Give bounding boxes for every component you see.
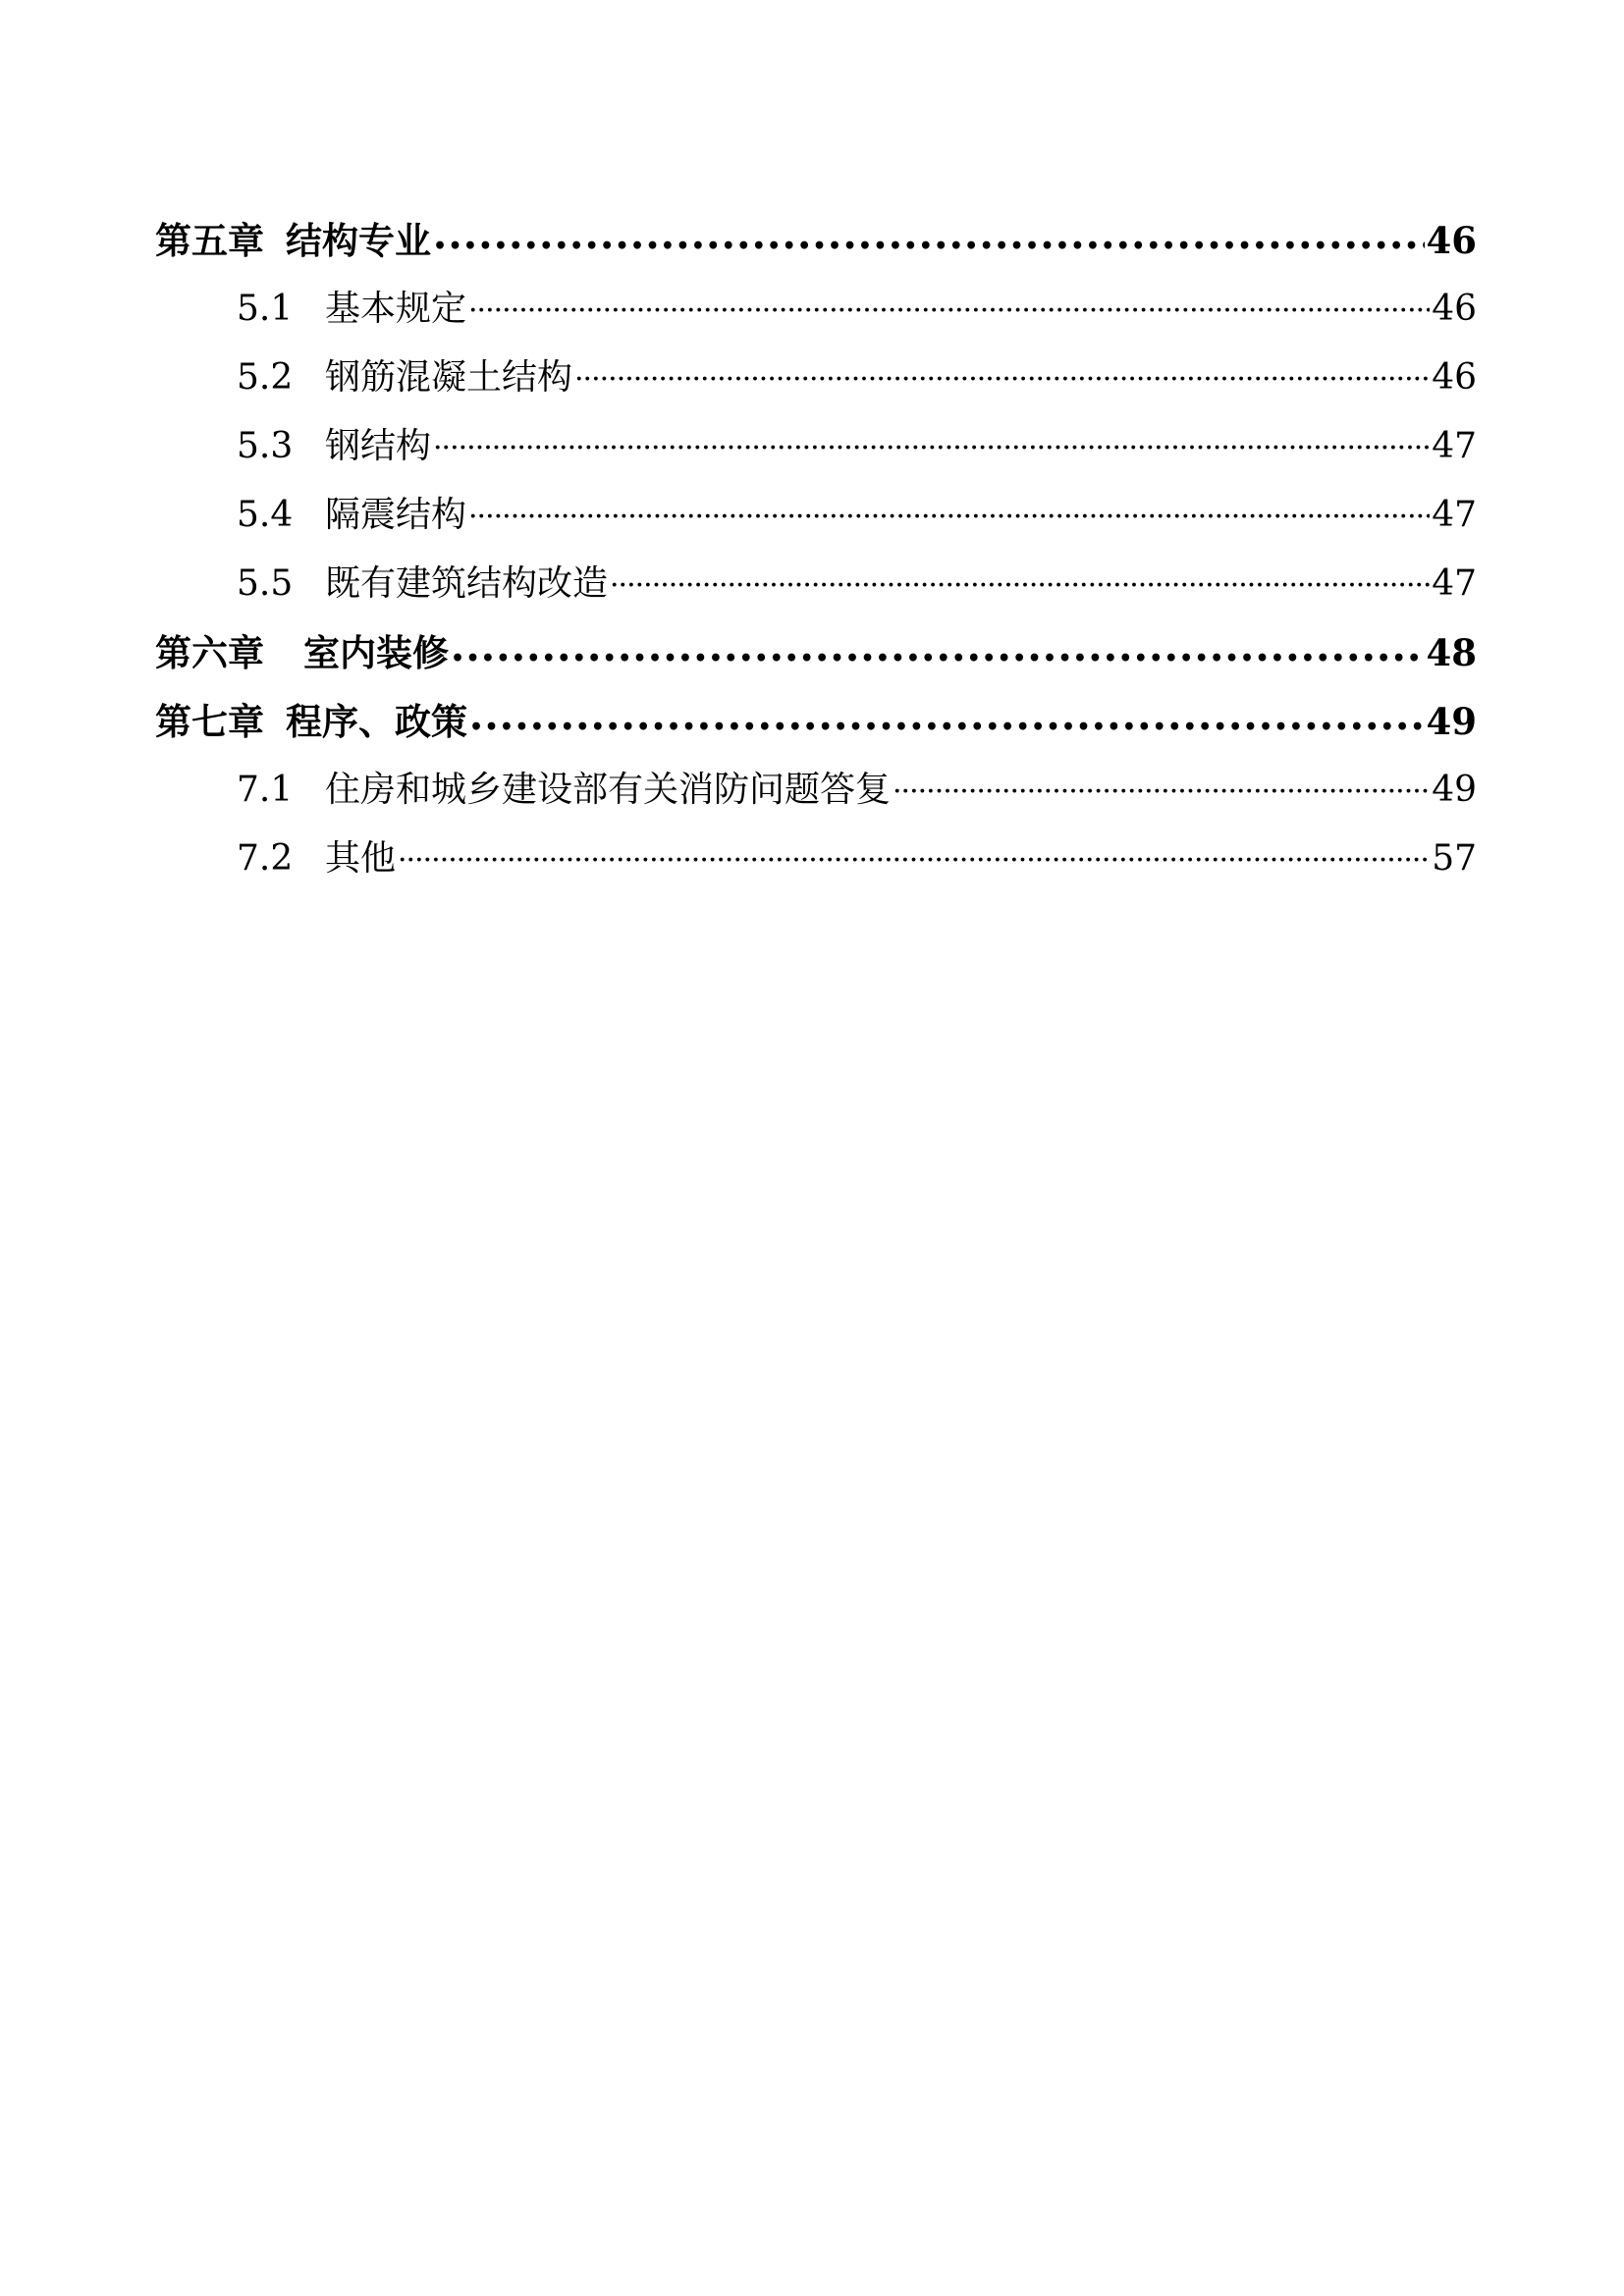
section-title: 隔震结构 — [325, 495, 467, 535]
dot-leader — [451, 624, 1425, 687]
toc-section-7-1[interactable] — [155, 756, 1477, 825]
section-title: 其他 — [325, 838, 397, 879]
page-number: 46 — [1432, 289, 1477, 329]
dot-leader — [468, 483, 1430, 550]
table-of-contents — [155, 206, 1477, 893]
dot-leader — [433, 414, 1430, 481]
page-number: 46 — [1432, 357, 1477, 398]
chapter-title: 室内装修 — [303, 631, 449, 674]
section-number: 7.1 — [237, 770, 294, 810]
page-number: 49 — [1432, 770, 1477, 810]
toc-chapter-7[interactable] — [155, 687, 1477, 756]
toc-section-5-4[interactable] — [155, 481, 1477, 550]
page-number: 49 — [1426, 700, 1477, 743]
section-title: 住房和城乡建设部有关消防问题答复 — [325, 770, 892, 810]
page-number: 47 — [1432, 426, 1477, 466]
page-number: 47 — [1432, 495, 1477, 535]
dot-leader — [398, 827, 1430, 893]
dot-leader — [893, 758, 1430, 825]
chapter-title: 程序、政策 — [286, 700, 467, 743]
toc-section-5-5[interactable] — [155, 550, 1477, 618]
section-title: 钢结构 — [325, 426, 432, 466]
page-number: 57 — [1432, 838, 1477, 879]
section-title: 钢筋混凝土结构 — [325, 357, 573, 398]
chapter-label: 第五章 — [155, 219, 264, 262]
dot-leader — [468, 277, 1430, 344]
toc-section-7-2[interactable] — [155, 825, 1477, 893]
section-number: 5.1 — [237, 289, 294, 329]
chapter-label: 第六章 — [155, 631, 264, 674]
section-number: 5.2 — [237, 357, 294, 398]
dot-leader — [610, 552, 1430, 618]
section-number: 7.2 — [237, 838, 294, 879]
toc-section-5-2[interactable] — [155, 344, 1477, 412]
page-number: 48 — [1426, 631, 1477, 674]
section-title: 既有建筑结构改造 — [325, 563, 609, 604]
toc-section-5-3[interactable] — [155, 412, 1477, 481]
section-number: 5.3 — [237, 426, 294, 466]
chapter-title: 结构专业 — [286, 219, 431, 262]
section-title: 基本规定 — [325, 289, 467, 329]
page-number: 47 — [1432, 563, 1477, 604]
section-number: 5.5 — [237, 563, 294, 604]
toc-chapter-5[interactable] — [155, 206, 1477, 275]
section-number: 5.4 — [237, 495, 294, 535]
dot-leader — [574, 346, 1430, 412]
dot-leader — [433, 212, 1425, 275]
chapter-label: 第七章 — [155, 700, 264, 743]
dot-leader — [469, 693, 1425, 756]
page-number: 46 — [1426, 219, 1477, 262]
toc-section-5-1[interactable] — [155, 275, 1477, 344]
toc-chapter-6[interactable] — [155, 618, 1477, 687]
